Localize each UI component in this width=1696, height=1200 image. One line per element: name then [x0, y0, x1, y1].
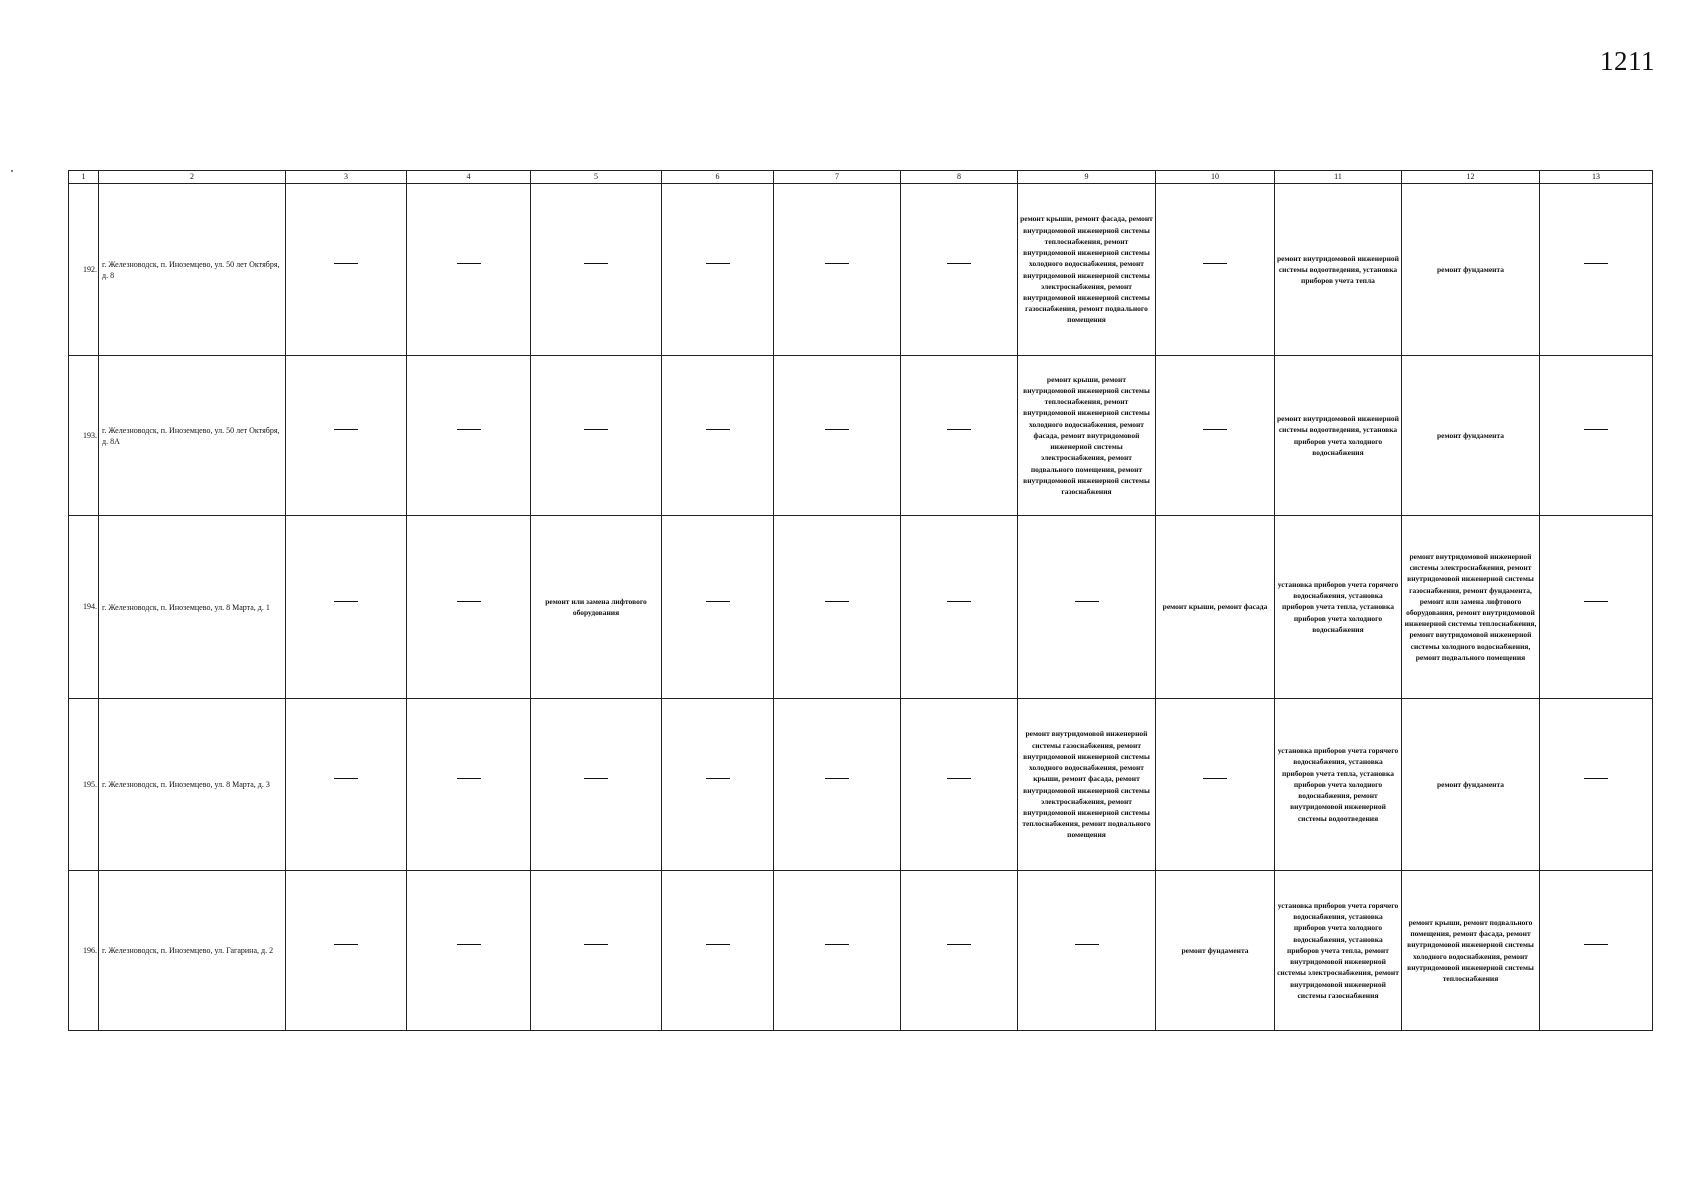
- column-header: 3: [286, 171, 407, 184]
- empty-cell: [1540, 356, 1653, 516]
- dash-mark: [947, 601, 971, 613]
- column-header: 10: [1156, 171, 1275, 184]
- empty-cell: [531, 699, 662, 871]
- row-number: 195.: [69, 699, 99, 871]
- works-cell: ремонт внутридомовой инженерной системы водоотведения, установка приборов учета тепла: [1275, 184, 1402, 356]
- dash-mark: [457, 944, 481, 956]
- works-cell: ремонт внутридомовой инженерной системы водоотведения, установка приборов учета холодного водоснабжения: [1275, 356, 1402, 516]
- column-header: 2: [99, 171, 286, 184]
- dash-mark: [825, 429, 849, 441]
- column-header: 9: [1018, 171, 1156, 184]
- row-number: 196.: [69, 871, 99, 1031]
- dash-mark: [1075, 601, 1099, 613]
- dash-mark: [947, 263, 971, 275]
- empty-cell: [1540, 871, 1653, 1031]
- empty-cell: [662, 516, 774, 699]
- dash-mark: [334, 601, 358, 613]
- empty-cell: [1540, 184, 1653, 356]
- dash-mark: [1584, 429, 1608, 441]
- works-cell: ремонт внутридомовой инженерной системы электроснабжения, ремонт внутридомовой инженерной системы газоснабжения, ремонт фундамента, ремонт или замена лифтового оборудования, ремонт внутридомовой инженерной системы теплоснабжения, ремонт внутридомовой инженерной системы холодного водоснабжения, ремонт подвального помещения: [1402, 516, 1540, 699]
- dash-mark: [706, 263, 730, 275]
- dash-mark: [584, 778, 608, 790]
- page-number: 1211: [1600, 46, 1655, 76]
- table-row: [69, 184, 1653, 356]
- works-cell: установка приборов учета горячего водоснабжения, установка приборов учета холодного водоснабжения, установка приборов учета тепла, ремонт внутридомовой инженерной системы электроснабжения, ремонт внутридомовой инженерной системы газоснабжения: [1275, 871, 1402, 1031]
- empty-cell: [407, 516, 531, 699]
- table-row: [69, 356, 1653, 516]
- column-header: 5: [531, 171, 662, 184]
- repair-schedule-table: [68, 170, 1653, 1031]
- dash-mark: [457, 263, 481, 275]
- address-cell: г. Железноводск, п. Иноземцево, ул. 50 лет Октября, д. 8: [99, 184, 286, 356]
- works-cell: ремонт крыши, ремонт внутридомовой инженерной системы теплоснабжения, ремонт внутридомовой инженерной системы холодного водоснабжения, ремонт фасада, ремонт внутридомовой инженерной системы электроснабжения, ремонт подвального помещения, ремонт внутридомовой инженерной системы газоснабжения: [1018, 356, 1156, 516]
- dash-mark: [706, 429, 730, 441]
- dash-mark: [1584, 778, 1608, 790]
- empty-cell: [774, 184, 901, 356]
- row-number: 192.: [69, 184, 99, 356]
- empty-cell: [662, 184, 774, 356]
- works-cell: ремонт или замена лифтового оборудования: [531, 516, 662, 699]
- empty-cell: [662, 699, 774, 871]
- dash-mark: [706, 944, 730, 956]
- dash-mark: [1203, 778, 1227, 790]
- table-row: [69, 516, 1653, 699]
- dash-mark: [947, 944, 971, 956]
- works-cell: ремонт фундамента: [1402, 699, 1540, 871]
- dash-mark: [584, 429, 608, 441]
- empty-cell: [901, 871, 1018, 1031]
- dash-mark: [1584, 601, 1608, 613]
- works-cell: установка приборов учета горячего водоснабжения, установка приборов учета тепла, установка приборов учета холодного водоснабжения, ремонт внутридомовой инженерной системы водоотведения: [1275, 699, 1402, 871]
- works-cell: ремонт фундамента: [1402, 184, 1540, 356]
- empty-cell: [1156, 356, 1275, 516]
- empty-cell: [1018, 516, 1156, 699]
- scan-speck: [11, 170, 13, 172]
- empty-cell: [901, 356, 1018, 516]
- dash-mark: [825, 601, 849, 613]
- works-cell: ремонт крыши, ремонт фасада, ремонт внутридомовой инженерной системы теплоснабжения, ремонт внутридомовой инженерной системы холодного водоснабжения, ремонт внутридомовой инженерной системы электроснабжения, ремонт внутридомовой инженерной системы газоснабжения, ремонт подвального помещения: [1018, 184, 1156, 356]
- empty-cell: [901, 699, 1018, 871]
- dash-mark: [825, 944, 849, 956]
- empty-cell: [407, 356, 531, 516]
- dash-mark: [706, 601, 730, 613]
- empty-cell: [774, 871, 901, 1031]
- address-cell: г. Железноводск, п. Иноземцево, ул. 8 Марта, д. 1: [99, 516, 286, 699]
- dash-mark: [947, 429, 971, 441]
- dash-mark: [584, 263, 608, 275]
- dash-mark: [825, 263, 849, 275]
- column-header: 6: [662, 171, 774, 184]
- column-header: 8: [901, 171, 1018, 184]
- row-number: 194.: [69, 516, 99, 699]
- empty-cell: [407, 699, 531, 871]
- empty-cell: [286, 356, 407, 516]
- address-cell: г. Железноводск, п. Иноземцево, ул. 50 лет Октября, д. 8А: [99, 356, 286, 516]
- empty-cell: [286, 516, 407, 699]
- empty-cell: [901, 184, 1018, 356]
- empty-cell: [531, 184, 662, 356]
- column-header: 12: [1402, 171, 1540, 184]
- dash-mark: [1584, 944, 1608, 956]
- works-cell: ремонт фундамента: [1402, 356, 1540, 516]
- dash-mark: [584, 944, 608, 956]
- column-header: 11: [1275, 171, 1402, 184]
- column-header: 13: [1540, 171, 1653, 184]
- empty-cell: [286, 699, 407, 871]
- empty-cell: [1018, 871, 1156, 1031]
- column-header: 7: [774, 171, 901, 184]
- dash-mark: [1203, 429, 1227, 441]
- empty-cell: [774, 516, 901, 699]
- empty-cell: [1156, 699, 1275, 871]
- empty-cell: [662, 356, 774, 516]
- dash-mark: [334, 778, 358, 790]
- dash-mark: [334, 944, 358, 956]
- empty-cell: [1540, 516, 1653, 699]
- works-cell: ремонт фундамента: [1156, 871, 1275, 1031]
- dash-mark: [334, 429, 358, 441]
- column-header: 4: [407, 171, 531, 184]
- empty-cell: [662, 871, 774, 1031]
- address-cell: г. Железноводск, п. Иноземцево, ул. 8 Марта, д. 3: [99, 699, 286, 871]
- dash-mark: [1075, 944, 1099, 956]
- dash-mark: [457, 429, 481, 441]
- empty-cell: [407, 184, 531, 356]
- works-cell: ремонт внутридомовой инженерной системы газоснабжения, ремонт внутридомовой инженерной системы холодного водоснабжения, ремонт крыши, ремонт фасада, ремонт внутридомовой инженерной системы электроснабжения, ремонт внутридомовой инженерной системы теплоснабжения, ремонт подвального помещения: [1018, 699, 1156, 871]
- row-number: 193.: [69, 356, 99, 516]
- empty-cell: [531, 871, 662, 1031]
- dash-mark: [1584, 263, 1608, 275]
- table-row: [69, 699, 1653, 871]
- address-cell: г. Железноводск, п. Иноземцево, ул. Гагарина, д. 2: [99, 871, 286, 1031]
- dash-mark: [457, 778, 481, 790]
- empty-cell: [774, 699, 901, 871]
- column-number-row: [69, 171, 1653, 184]
- dash-mark: [334, 263, 358, 275]
- empty-cell: [1540, 699, 1653, 871]
- dash-mark: [457, 601, 481, 613]
- empty-cell: [1156, 184, 1275, 356]
- works-cell: ремонт крыши, ремонт фасада: [1156, 516, 1275, 699]
- empty-cell: [286, 184, 407, 356]
- dash-mark: [706, 778, 730, 790]
- works-cell: ремонт крыши, ремонт подвального помещения, ремонт фасада, ремонт внутридомовой инженерной системы холодного водоснабжения, ремонт внутридомовой инженерной системы теплоснабжения: [1402, 871, 1540, 1031]
- empty-cell: [774, 356, 901, 516]
- table-row: [69, 871, 1653, 1031]
- empty-cell: [531, 356, 662, 516]
- empty-cell: [286, 871, 407, 1031]
- works-cell: установка приборов учета горячего водоснабжения, установка приборов учета тепла, установка приборов учета холодного водоснабжения: [1275, 516, 1402, 699]
- dash-mark: [825, 778, 849, 790]
- dash-mark: [1203, 263, 1227, 275]
- column-header: 1: [69, 171, 99, 184]
- dash-mark: [947, 778, 971, 790]
- empty-cell: [901, 516, 1018, 699]
- empty-cell: [407, 871, 531, 1031]
